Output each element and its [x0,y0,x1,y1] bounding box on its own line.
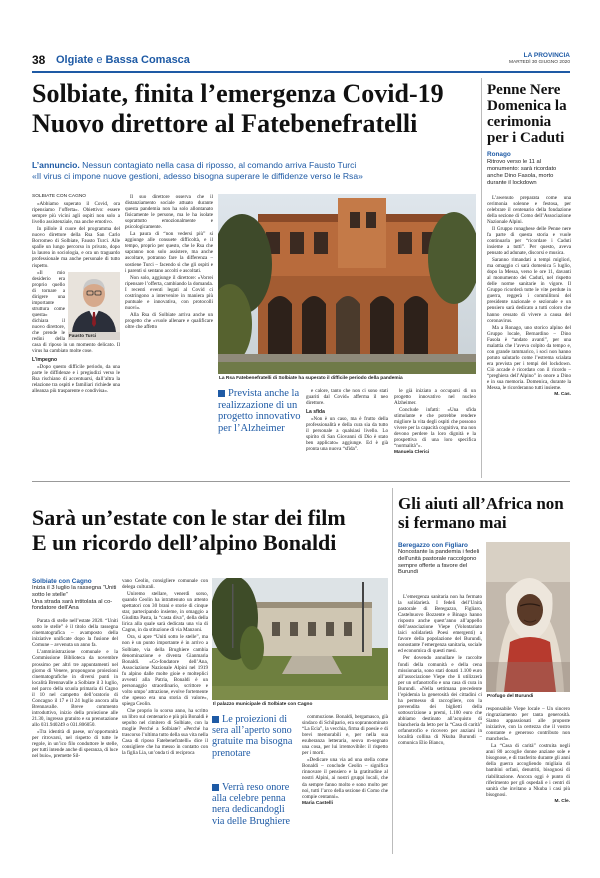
paragraph: le già iniziato a occuparsi di un progetto innovativo nel nucleo Alzheimer. [394,388,476,407]
section-title [56,54,190,66]
column-divider-2 [392,488,393,854]
main-quote: «Il virus ci impone nuove gestioni, adesso bisogna superare le diffidenze verso le Rsa» [32,171,363,181]
paragraph: Non solo, aggiunge il direttore: «Vorrei ripensare l’offerta, cambiando la domanda. I recenti eventi legati al Covid ci costringono a intervenire in maniera più puntuale e innovativa, con protocolli nuovi». [125,274,213,311]
page-number: 38 [32,53,46,67]
bullet-icon [212,716,219,723]
paragraph: «Il mio desiderio era proprio quello di tornare a dirigere una importante struttura come questa» dichiara il nuovo direttore, che prende le redini della casa di riposo in un momento delicato. Il virus ha cambiato molte cose. [32,269,120,355]
portrait-caption: Fausto Turci [69,332,97,338]
africa-kicker: Beregazzo con Figliaro [398,542,468,549]
festival-kicker: Solbiate con Cagno [32,578,92,585]
main-col-3 [306,388,388,454]
subhead: L’impegno [32,357,57,364]
festival-col-1 [32,578,118,852]
paragraph: Ma a Ronago, uno storico alpino del Gruppo locale, Bernardino – Dino Fasola è “andato avanti”, per una malattia che l’aveva colpito da tempo e, con grande rammarico, i soci non hanno potuto salutarlo come l’estrema scialata era prevista per i tempi del lockdown. Ciò accade è ricordato con il ricordo – “preghiera dell’Alpino” in onore a Dino e in sua memoria. Domenica, durante la Messa, le ricorderanno tutti insieme. [487,324,571,392]
subhead: La sfida [306,409,325,416]
africa-col-2 [486,706,570,854]
section-rule [32,481,570,482]
paragraph: L’emergenza sanitaria non ha fermato la solidarietà. I fedeli dell’Unità pastorale di Beregazzo, Figliaro, Castelnuovo Bozzente e Binago hanno risposto anche quest’anno all’appello dell’associazione Viepe (Volontariato laici solidarietà Poesi emergenti) a favore della popolazione del Burundi, nonostante l’emergenza sanitaria, sociale ed economica di questi mesi. [398,594,482,655]
main-headline-2: Nuovo direttore al Fatebenefratelli [32,109,418,138]
main-article [32,78,476,454]
portrait-photo [68,272,120,340]
africa-col-1 [398,594,482,854]
paragraph: Ora, si apre “Uniti sotto le stelle”, ma non è un punto importante è in arrivo a Solbiate, via della Brughiere cambia denominazione e diventa Gianmaria Bonaldi. «Co-fondatore dell’Ana, Associazione Nazionale Alpini nel 1919 fu alpino dalle molte gioie e molteplici avventi alla Patria, Bonaldi è un personaggio straordinario, scrittore e volto umpo’ attrazione, evolve fortemente che spesso era una storia di valore», spiega Ceolin. [122,634,208,707]
paragraph: commozione. Bonaldi, bergamasco, già sindaco di Schilpario, era soprannominato “La Ecia”, la vecchia, firma di poesie e di brevi memorabili e, per nella sua esuberanza letteraria, seova m-segnato una cosa, per lui irremovibile: il rispetto per i morti. [302,714,388,757]
side-story [487,82,571,480]
africa-summary: Nonostante la pandemia i fedeli dell’unità pastorale raccolgono sempre offerte a favore del Burundi [398,549,480,576]
issue-date: MARTEDÌ 30 GIUGNO 2020 [509,60,570,65]
paragraph: Parata di stelle nell’estate 2020. “Uniti sotto le stelle” è il titolo della rassegna cinematografica – avamposto della iniziative unificate dopo la fusione del Comune – avvenuta un anno fa. [32,618,118,649]
paragraph: La paura di “non vedersi più” si aggiunge alle consuete difficoltà, e il tempo, proprio per questo, che le Rsa che sapranno non solo assistere, ma anche ascoltare, potranno fare la differenza – sostiene Turci – facendo sì che gli ospiti e i parenti si sentano accolti e ascoltati. [125,231,213,274]
side-headline: Penne Nere Domenica la cerimonia per i Caduti [487,82,567,146]
side-summary: Ritrovo verso le 11 al monumento: sarà ricordato anche Dino Fasola, morto durante il lockdown [487,159,557,186]
paragraph: Alla Rsa di Solbiate arriva anche un progetto che «vuole allenare e qualificare oltre che affetto [125,311,213,330]
bullet-icon [218,390,225,397]
main-sidebar-text: Prevista anche la realizzazione di un progetto innovativo per l’Alzheimer [218,388,301,434]
paragraph: «Dedicare una via ad una stella come Bonaldi – conclude Ceolin – significa rinnovare il pensiero e la gratitudine al nostri Alpini, ai nostri gruppi locali, che da sempre fanno molto e sono molto per noi, tutti l’arco della sezione di Como che compie centanni». [302,757,388,800]
signature: Maria Castelli [302,800,333,806]
paragraph: Uniremo stellare, venerdì sorso, quando Ceolin ha intrattenuto un attento spettatori con 30 brani e storie di cinque star, partecipando insieme, in omaggio a Giuditta Pasta, la “casta diva”, della della lirica alla quale sarà dedicata una via di Cagno, in da stituzione di via Manzoni. [122,591,208,634]
burundi-photo [486,542,570,692]
byline: SOLBIATE CON CAGNO [32,194,87,199]
main-col-2 [125,194,213,416]
paragraph: L’awenuto preparata come una cerimonia solenne e festosa, per celebrare il centenario della fondazione della sezione di Como dell’Associazione Nazionale Alpini. [487,194,571,225]
rsa-building-photo [218,194,476,374]
municipio-photo [212,578,388,700]
burundi-image [486,542,570,692]
portrait-image [68,272,120,332]
column-divider [481,78,482,478]
section-join: e [93,54,106,66]
signature: Manuela Clerici [394,450,430,454]
paragraph: Saranno rimandati a tempi migliori, ma omaggio ci sarà domenica 5 luglio, dopo la Messa, verso le ore 11, davanti al monumento dei Caduti, nel rispetto delle norme sanitarie in vigore. Il Gruppo ricorderà tutte le vite perdute in guerra, reggerà i commilitoni del presidente nazionale e sezionale e un pensiero sarà dedicato a tutti coloro che hanno cessato di vivere a causa del coronavirus. [487,257,571,324]
paragraph: «Dopo questo difficile periodo, da una parte le diffidenze e i pregiudizi verso le Rsa rischiano di accentuarsi, dall’altra la relazione tra ospiti e familiari richiede una alleanza più trasparente e condivisa». [32,364,120,395]
africa-article [398,494,570,854]
header-rule [32,71,570,73]
paragraph: Conclude infatti: «Una sfida stimolante e che potrebbe rendere migliore la vita degli ospiti che possono vivere per la capacità cognitiva, ma non devono perdere la loro dignità e la prospettiva di una loro specifica “normalità”». [394,407,476,450]
main-headline-1: Solbiate, finita l’emergenza Covid-19 [32,79,444,108]
paragraph: e calore, tanto che non ci sono stati guariti dal Covid» afferma il neo direttore. [306,388,388,407]
main-sidebar-title [218,388,302,434]
newspaper-name: LA PROVINCIA [523,52,570,59]
paragraph: Che proprio lo scorso anno, ha scritto un libro sul centenario e più più Bonaldi è sepolto nel cimitero di Solbiate, con la moglie Perché a Solbiate? «Perché ha trascorso l’ultima tutto della sua vita nella Casa di riposo Fatebenefratelli» dice il consigliere che ha messo in contatto con la figlia Lia, un’onda ti di reciproca [122,707,208,757]
paragraph: In pillole il cuore del programma del nuovo direttore della Rsa San Carlo Borromeo di Solbiate, Fausto Turci. Alle spalle un lungo percorso in privato, dopo la laurea in sociologia, e ora un traguardo professionale ma anche personale di tutto rispetto. [32,226,120,269]
paragraph: responsabile Viepe locale – Un sincero ringraziamento per tanta generosità. Siamo appassionati alle proposte iniziative, con la certezza che il vostro constante e generoso contributo non mancherà». [486,706,570,743]
festival-col-2 [122,578,208,852]
paragraph: Il Gruppo ronaghese delle Penne nere fa parte di questa storia e vuole continuarla per “ricordare i Caduti insieme a tutti”. Per questo, aveva pensato ad adunate, discorsi e musica. [487,225,571,257]
signature: M. Cle. [554,798,570,804]
page-header [32,52,570,70]
festival-sidebar-1 [212,714,296,759]
africa-summary-box [398,542,482,576]
municipio-caption: Il palazzo municipale di Solbiate con Cagno [213,702,313,707]
paragraph: Il suo direttore osserva che il distanziamento sociale attuato durante questa pandemia non ha solo allontanato fisicamente le persone, ma le ha isolate soprattutto emozionalmente e psicologicamente. [125,194,213,231]
bullet-icon [212,784,219,791]
section-name: Olgiate [56,54,94,66]
rsa-building-image [218,194,476,374]
festival-sidebar-2-text: Verrà reso onore alla celebre penna nera dedicandogli via delle Brughiere [212,782,291,827]
municipio-image [212,578,388,700]
festival-sidebar-1-text: Le proiezioni di sera all’aperto sono gratuite ma bisogna prenotare [212,714,293,759]
signature: M. Cas. [554,392,571,398]
festival-sidebar-2 [212,782,296,827]
burundi-caption: Profugo del Burundi [487,694,534,699]
festival-summary-2: Una strada sarà intitolata al co-fondatore dell’Ana [32,598,113,612]
festival-headline-2: E un ricordo dell’alpino Bonaldi [32,530,337,555]
main-lead [32,160,476,171]
side-kicker: Ronago [487,151,511,158]
paragraph: «Non è un caso, ma è frutto della professionalità e della cura sia da tutto il personale a qualsiasi livello. Lo spirito di San Giovanni di Dio è stato ben applicato» aggiunge. Ed è già pronta una nuova “sfida”. [306,416,388,453]
paragraph: Per dovendo annullare le raccolte fondi della comunità e della cena missionaria, sono stati donati 1.100 euro all’associazione Viepe che li utilizzerà per un orfanotrofio e una casa di cura in Burundi. «Nella settimana precedente l’epidemia la generosità dei cittadini ci ha permesso di raccogliere, con la prevendita dei biglietti della sottoscrizione a premi, 1.100 euro che abbiamo destinato all’acquisto di biancheria da letto per la “Casa di carità” orfanotrofio e ricovero per anziani in località collina di Nkuba Burundi – comunica Elio Bianco, [398,655,482,747]
paragraph: La “Casa di carità” costruita negli anni 80 accoglie donne anziane sole e bisognose, e di trasferito durante gli anni della guerra accogliendo migliaia di bambini orfani, denutriti, bisognosi di riabilitazione. Ancora oggi è punto di riferimento per gli ospedali e i centri di sanità che invitano a Nkuba i casi più bisognosi. [486,743,570,798]
paragraph: «Tra identità di paese, un’opportunità per ritrovarsi, nel rispetto di tutte le regole, in un’ico filo conduttore le stelle, per tutti intende anche di speranza, di luce nel buio», premette Sil- [32,729,118,760]
paragraph: «Abbiamo superato il Covid, ora ripensiamo l’offerta». Obiettivo: essere sempre più vicini agli ospiti non solo a livello assistenziale, ma anche emotivo. [32,201,120,226]
section-rest: Bassa Comasca [105,54,190,66]
festival-col-3 [302,714,388,854]
festival-article [32,488,388,854]
festival-summary-1: Inizia il 3 luglio la rassegna “Uniti sotto le stelle” [32,585,117,598]
lead-label: L’annuncio. [32,160,80,170]
main-col-1 [32,194,120,416]
festival-col-1-body [32,618,118,833]
rsa-photo-caption: La Rsa Fatebenefratelli di Solbiate ha superato il difficile periodo della pandemia [219,376,403,381]
paragraph: vano Ceolin, consigliere comunale con delega culturali. [122,578,208,591]
paragraph: L’amministrazione comunale e la Commissione Biblioteca da novembre prossimo per altri tre appuntamenti nel giorno di Venere, propongono proiezioni cinematografiche in diversi punti in località Brennavalle a Solbiate il 3 luglio, nel parco della scuola primaria di Cagno il 10 nel campetto dell’oratorio di Concagno il 17 e il 24 luglio ancora alla Brennavalle. Breve commento introduttivo, inizio della proiezione alle 21.30, ingresso gratuito e su prenotazione allo 031.940249 o 031.806050. [32,649,118,728]
main-sidebar [218,388,302,434]
lead-text: Nessun contagiato nella casa di riposso, al comando arriva Fausto Turci [79,160,357,170]
africa-headline: Gli aiuti all’Africa non si fermano mai [398,494,564,532]
side-body [487,195,571,475]
main-col-4 [394,388,476,454]
festival-headline-1: Sarà un’estate con le star dei film [32,505,346,530]
